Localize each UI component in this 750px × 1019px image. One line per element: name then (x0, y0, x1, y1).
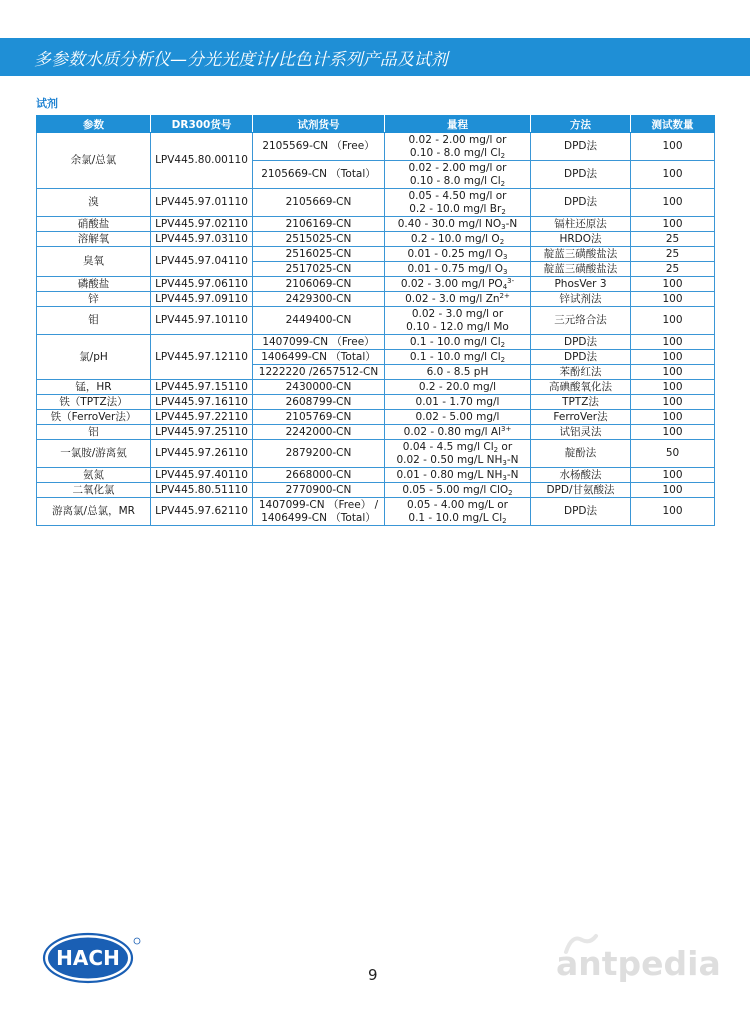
param-cell: 溴 (37, 189, 151, 217)
test-count-cell: 100 (631, 468, 715, 483)
range-cell (385, 161, 531, 189)
range-cell (385, 440, 531, 468)
method-cell: DPD法 (531, 189, 631, 217)
method-cell: DPD法 (531, 133, 631, 161)
range-line: 0.1 - 10.0 mg/L $Cl_2$ (408, 511, 507, 525)
range-line: 0.10 - 8.0 mg/l $Cl_2$ (409, 174, 506, 188)
test-count-cell: 100 (631, 365, 715, 380)
param-cell: 锰，HR (37, 380, 151, 395)
reagent-code-cell: 2106169-CN (253, 217, 385, 232)
range-cell (385, 498, 531, 526)
dr300-code-cell: LPV445.97.40110 (151, 468, 253, 483)
reagent-code-cell: 2105769-CN (253, 410, 385, 425)
method-cell: 试铝灵法 (531, 425, 631, 440)
test-count-cell: 100 (631, 307, 715, 335)
range-line: 0.02 - 5.00 mg/l (415, 410, 500, 423)
column-header: 测试数量 (631, 116, 715, 133)
param-cell: 铁（FerroVer法） (37, 410, 151, 425)
reagent-code-cell: 2515025-CN (253, 232, 385, 247)
range-line: 0.05 - 4.00 mg/L or (407, 499, 508, 511)
range-line: 0.1 - 10.0 mg/l $Cl_2$ (409, 335, 506, 349)
test-count-cell: 25 (631, 262, 715, 277)
param-cell: 一氯胺/游离氨 (37, 440, 151, 468)
reagent-code-cell: 2879200-CN (253, 440, 385, 468)
dr300-code-cell: LPV445.97.12110 (151, 335, 253, 380)
table-row (37, 307, 715, 335)
test-count-cell: 100 (631, 217, 715, 232)
dr300-code-cell: LPV445.97.10110 (151, 307, 253, 335)
range-cell (385, 410, 531, 425)
document-title: 多参数水质分析仪—分光光度计/比色计系列产品及试剂 (34, 50, 448, 70)
range-line: 0.10 - 8.0 mg/l $Cl_2$ (409, 146, 506, 160)
range-line: 0.02 - 3.0 mg/l $Zn^{2+}$ (405, 291, 510, 305)
reagent-table (36, 115, 715, 526)
range-line: 0.2 - 20.0 mg/l (418, 380, 497, 393)
test-count-cell: 100 (631, 335, 715, 350)
dr300-code-cell: LPV445.97.02110 (151, 217, 253, 232)
dr300-code-cell: LPV445.80.51110 (151, 483, 253, 498)
dr300-code-cell: LPV445.97.03110 (151, 232, 253, 247)
test-count-cell: 50 (631, 440, 715, 468)
param-cell: 硝酸盐 (37, 217, 151, 232)
range-cell (385, 247, 531, 262)
param-cell: 二氧化氯 (37, 483, 151, 498)
param-cell: 氨氮 (37, 468, 151, 483)
test-count-cell: 100 (631, 395, 715, 410)
table-row (37, 232, 715, 247)
reagent-code-cell: 1407099-CN （Free） (253, 335, 385, 350)
method-cell: 水杨酸法 (531, 468, 631, 483)
test-count-cell: 100 (631, 425, 715, 440)
range-cell (385, 232, 531, 247)
table-row (37, 217, 715, 232)
param-cell: 游离氯/总氯，MR (37, 498, 151, 526)
reagent-code-cell: 2608799-CN (253, 395, 385, 410)
test-count-cell: 100 (631, 380, 715, 395)
table-row (37, 425, 715, 440)
test-count-cell: 25 (631, 247, 715, 262)
column-header: 试剂货号 (253, 116, 385, 133)
reagent-code-cell: 2770900-CN (253, 483, 385, 498)
dr300-code-cell: LPV445.97.15110 (151, 380, 253, 395)
reagent-code-cell: 2429300-CN (253, 292, 385, 307)
table-row (37, 498, 715, 526)
table-row (37, 189, 715, 217)
reagent-code-cell: 2668000-CN (253, 468, 385, 483)
range-cell (385, 189, 531, 217)
table-row (37, 247, 715, 262)
table-row (37, 380, 715, 395)
reagent-code-cell: 2105669-CN （Total） (253, 161, 385, 189)
method-cell: PhosVer 3 (531, 277, 631, 292)
range-cell (385, 365, 531, 380)
test-count-cell: 100 (631, 189, 715, 217)
test-count-cell: 100 (631, 161, 715, 189)
param-cell: 铝 (37, 425, 151, 440)
column-header: DR300货号 (151, 116, 253, 133)
method-cell: HRDO法 (531, 232, 631, 247)
param-cell: 钼 (37, 307, 151, 335)
reagent-code-cell: 2105569-CN （Free） (253, 133, 385, 161)
range-cell (385, 380, 531, 395)
range-cell (385, 395, 531, 410)
range-line: 0.01 - 0.25 mg/l $O_3$ (407, 247, 508, 261)
param-cell: 臭氧 (37, 247, 151, 277)
method-cell: 靛蓝三磺酸盐法 (531, 262, 631, 277)
test-count-cell: 100 (631, 483, 715, 498)
table-row (37, 440, 715, 468)
range-cell (385, 292, 531, 307)
table-row (37, 410, 715, 425)
range-line: 6.0 - 8.5 pH (426, 365, 489, 378)
dr300-code-cell: LPV445.97.25110 (151, 425, 253, 440)
table-row (37, 133, 715, 161)
range-line: 0.02 - 2.00 mg/l or (408, 162, 507, 174)
range-cell (385, 133, 531, 161)
range-line: 0.01 - 0.80 mg/L $NH_3-N$ (396, 468, 519, 482)
reagent-code-cell: 1407099-CN （Free） / 1406499-CN （Total） (253, 498, 385, 526)
table-row (37, 483, 715, 498)
method-cell: 靛蓝三磺酸盐法 (531, 247, 631, 262)
dr300-code-cell: LPV445.97.04110 (151, 247, 253, 277)
dr300-code-cell: LPV445.97.16110 (151, 395, 253, 410)
hach-logo (42, 931, 142, 986)
test-count-cell: 25 (631, 232, 715, 247)
range-line: 0.02 - 3.00 mg/l $PO_4^{3-}$ (400, 276, 515, 291)
logo-text: HACH (56, 946, 120, 970)
column-header: 方法 (531, 116, 631, 133)
test-count-cell: 100 (631, 498, 715, 526)
test-count-cell: 100 (631, 410, 715, 425)
test-count-cell: 100 (631, 292, 715, 307)
range-cell (385, 277, 531, 292)
range-cell (385, 483, 531, 498)
dr300-code-cell: LPV445.97.26110 (151, 440, 253, 468)
range-cell (385, 425, 531, 440)
method-cell: DPD法 (531, 350, 631, 365)
range-line: 0.40 - 30.0 mg/l $NO_3-N$ (397, 217, 518, 231)
range-line: 0.01 - 1.70 mg/l (415, 395, 500, 408)
range-cell (385, 307, 531, 335)
method-cell: 锌试剂法 (531, 292, 631, 307)
dr300-code-cell: LPV445.97.06110 (151, 277, 253, 292)
method-cell: DPD法 (531, 161, 631, 189)
method-cell: DPD/甘氨酸法 (531, 483, 631, 498)
reagent-code-cell: 2242000-CN (253, 425, 385, 440)
reagent-code-cell: 1222220 /2657512-CN (253, 365, 385, 380)
param-cell: 锌 (37, 292, 151, 307)
reagent-code-cell: 1406499-CN （Total） (253, 350, 385, 365)
dr300-code-cell: LPV445.97.01110 (151, 189, 253, 217)
method-cell: DPD法 (531, 335, 631, 350)
table-row (37, 335, 715, 350)
method-cell: TPTZ法 (531, 395, 631, 410)
section-label: 试剂 (36, 97, 58, 110)
dr300-code-cell: LPV445.97.09110 (151, 292, 253, 307)
column-header: 参数 (37, 116, 151, 133)
param-cell: 氯/pH (37, 335, 151, 380)
test-count-cell: 100 (631, 277, 715, 292)
range-cell (385, 468, 531, 483)
range-line: 0.02 - 3.0 mg/l or (411, 308, 504, 320)
reagent-code-cell: 2449400-CN (253, 307, 385, 335)
reagent-code-cell: 2106069-CN (253, 277, 385, 292)
param-cell: 磷酸盐 (37, 277, 151, 292)
test-count-cell: 100 (631, 133, 715, 161)
header-bar (0, 38, 750, 76)
range-cell (385, 350, 531, 365)
range-line: 0.10 - 12.0 mg/l Mo (406, 320, 509, 333)
dr300-code-cell: LPV445.97.22110 (151, 410, 253, 425)
range-line: 0.1 - 10.0 mg/l $Cl_2$ (409, 350, 506, 364)
method-cell: FerroVer法 (531, 410, 631, 425)
table-row (37, 292, 715, 307)
dr300-code-cell: LPV445.80.00110 (151, 133, 253, 189)
table-row (37, 468, 715, 483)
range-line: 0.01 - 0.75 mg/l $O_3$ (407, 262, 508, 276)
table-row (37, 277, 715, 292)
param-cell: 余氯/总氯 (37, 133, 151, 189)
reagent-code-cell: 2517025-CN (253, 262, 385, 277)
range-cell (385, 335, 531, 350)
method-cell: 镉柱还原法 (531, 217, 631, 232)
range-line: 0.05 - 5.00 mg/l ClO$_2$ (402, 483, 513, 497)
range-line: 0.04 - 4.5 mg/l $Cl_2$ or (402, 441, 513, 454)
table-row (37, 395, 715, 410)
reagent-code-cell: 2105669-CN (253, 189, 385, 217)
column-header: 量程 (385, 116, 531, 133)
table-header-row (37, 116, 715, 133)
range-line: 0.2 - 10.0 mg/l $Br_2$ (409, 202, 506, 216)
method-cell: 三元络合法 (531, 307, 631, 335)
reagent-code-cell: 2516025-CN (253, 247, 385, 262)
watermark-text: antpedia (556, 944, 721, 983)
test-count-cell: 100 (631, 350, 715, 365)
range-cell (385, 262, 531, 277)
method-cell: 靛酚法 (531, 440, 631, 468)
range-line: 0.05 - 4.50 mg/l or (408, 190, 507, 202)
method-cell: 苯酚红法 (531, 365, 631, 380)
param-cell: 溶解氧 (37, 232, 151, 247)
dr300-code-cell: LPV445.97.62110 (151, 498, 253, 526)
range-cell (385, 217, 531, 232)
method-cell: DPD法 (531, 498, 631, 526)
page-number: 9 (368, 966, 378, 984)
reagent-code-cell: 2430000-CN (253, 380, 385, 395)
method-cell: 高碘酸氧化法 (531, 380, 631, 395)
watermark (556, 930, 736, 990)
range-line: 0.2 - 10.0 mg/l $O_2$ (410, 232, 505, 246)
range-line: 0.02 - 0.80 mg/l $Al^{3+}$ (403, 424, 512, 438)
range-line: 0.02 - 0.50 mg/L $NH_3-N$ (396, 453, 519, 467)
param-cell: 铁（TPTZ法） (37, 395, 151, 410)
range-line: 0.02 - 2.00 mg/l or (408, 134, 507, 146)
